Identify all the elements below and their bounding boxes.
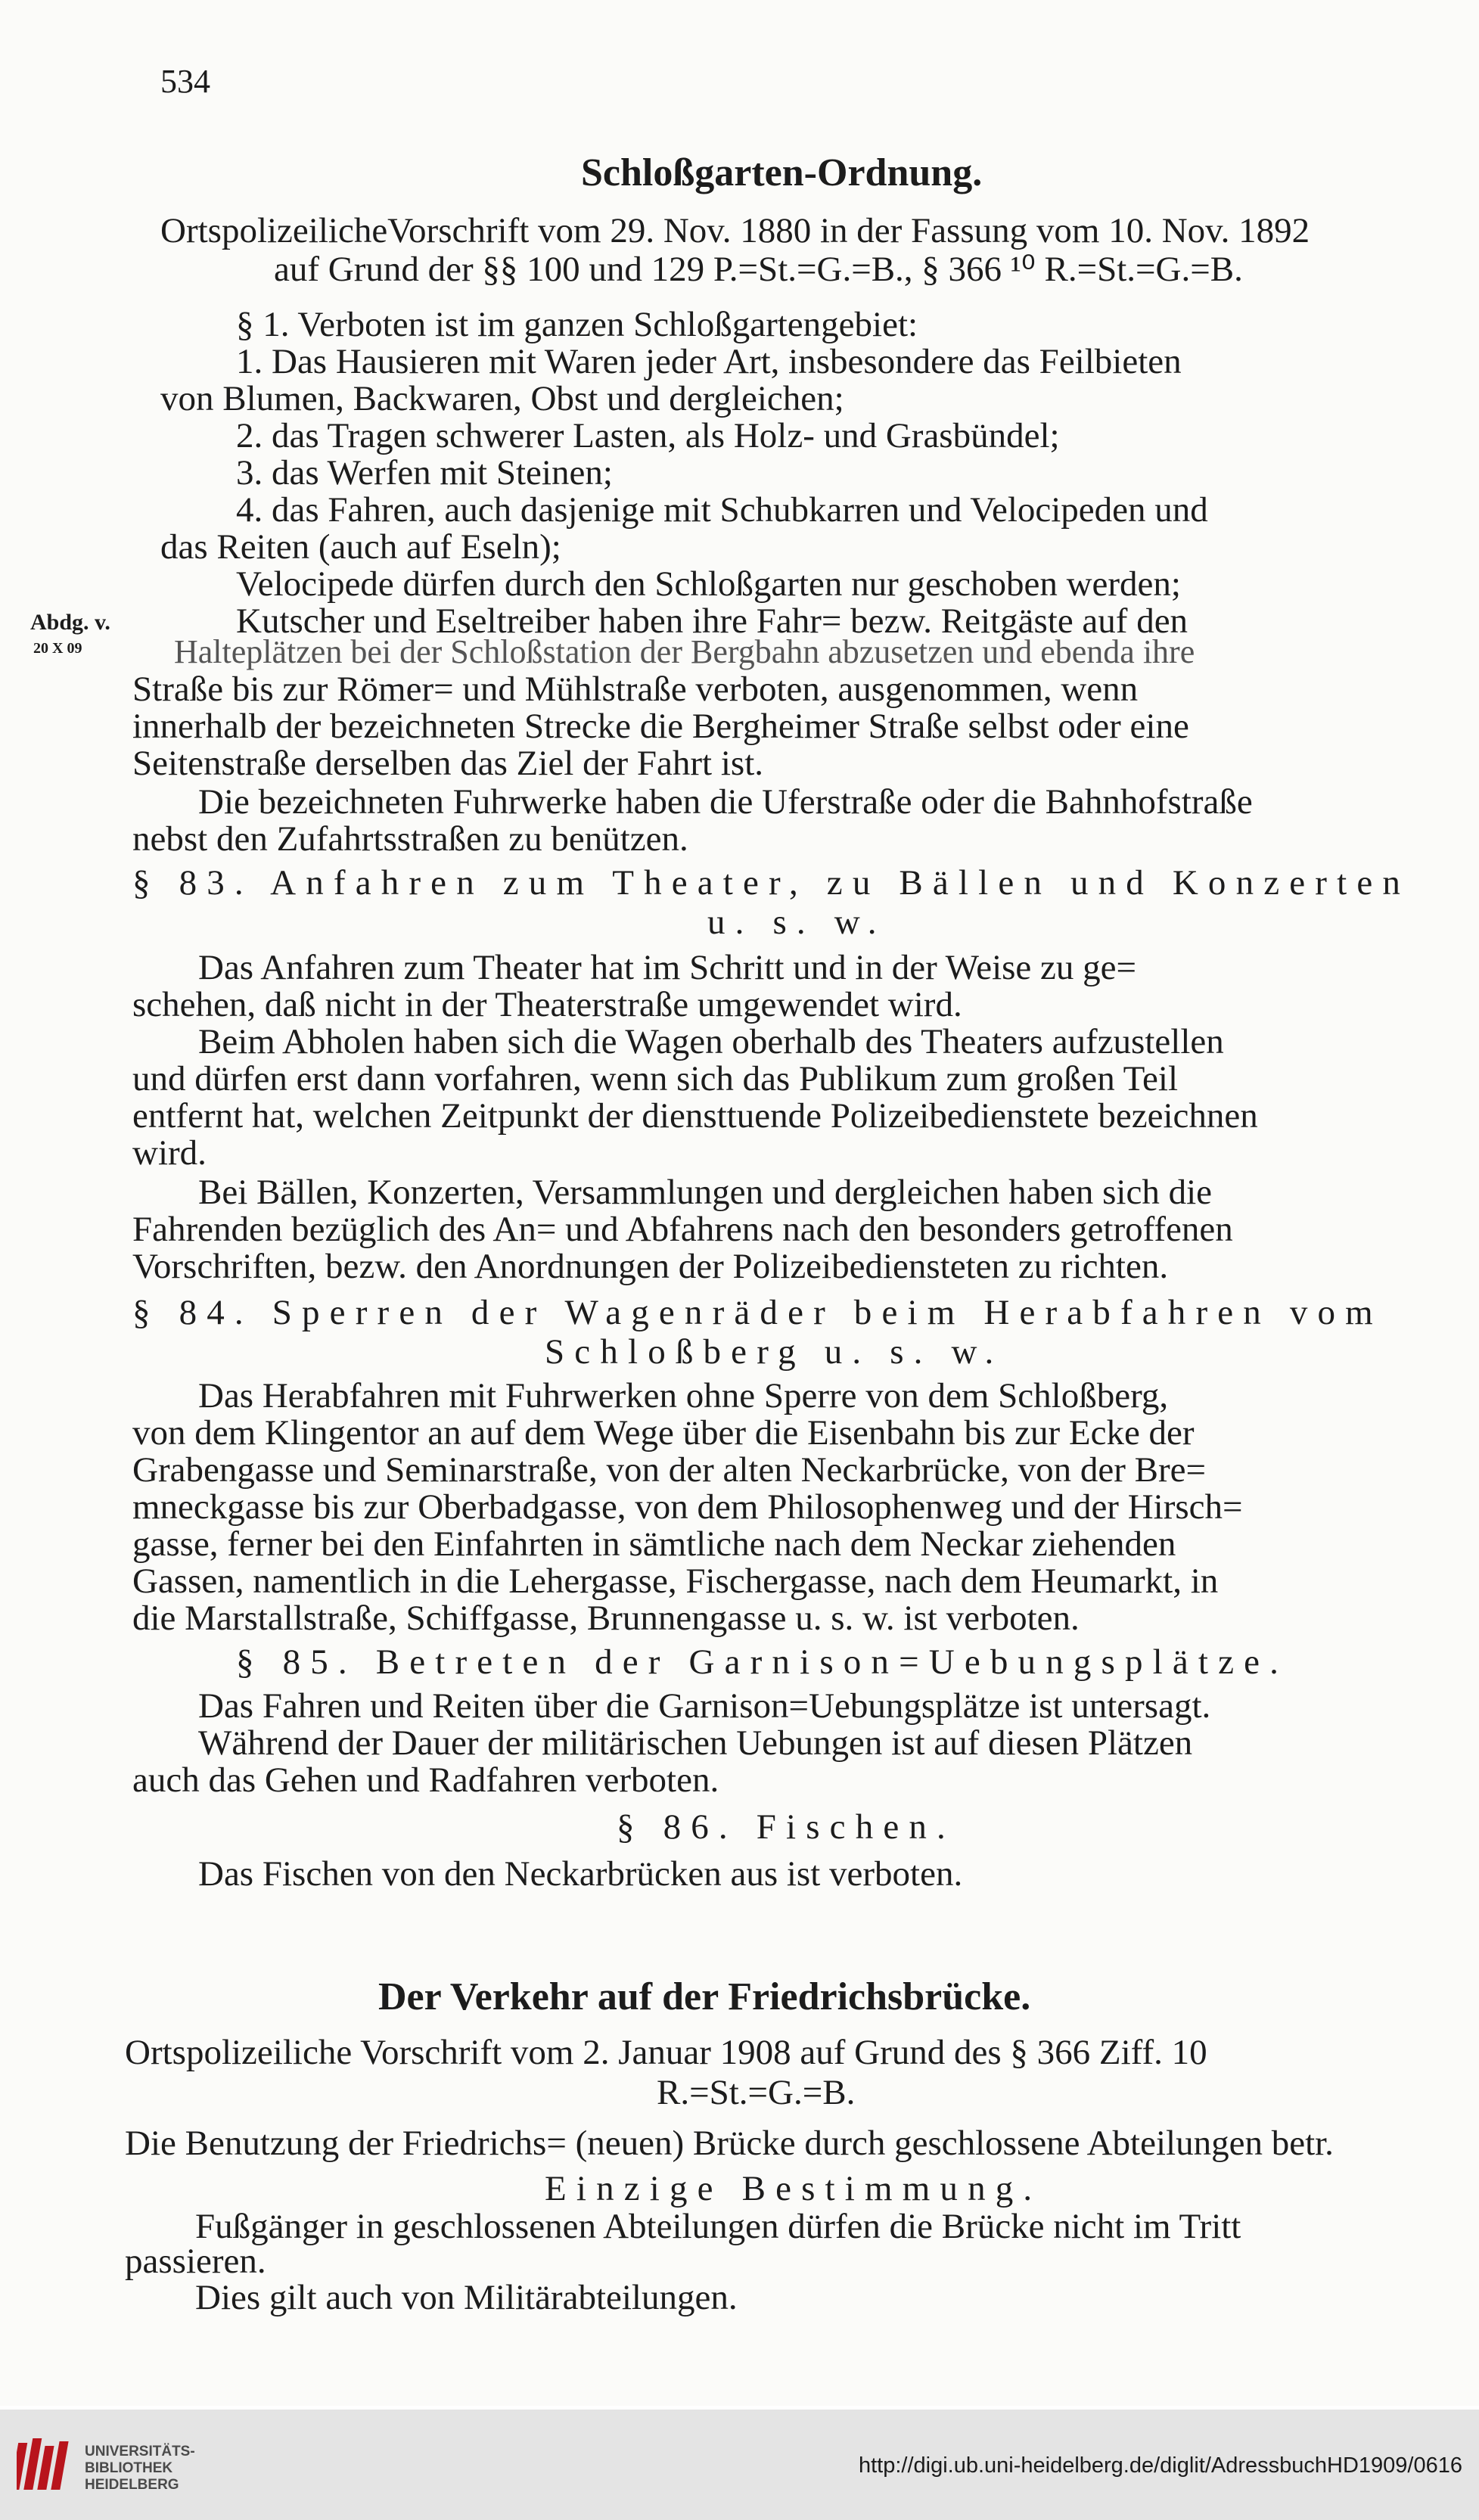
logo-text: HEIDELBERG <box>85 2477 179 2493</box>
paragraph-heading-86: § 86. Fischen. <box>617 1807 955 1847</box>
text-line: 3. das Werfen mit Steinen; <box>236 453 613 493</box>
text-line: Velocipede dürfen durch den Schloßgarten nur geschoben werden; <box>236 564 1181 604</box>
paragraph-heading-83-cont: u. s. w. <box>707 903 887 942</box>
text-line: Die bezeichneten Fuhrwerke haben die Uferstraße oder die Bahnhofstraße <box>198 782 1253 822</box>
logo-text: BIBLIOTHEK <box>85 2460 173 2476</box>
text-line: Während der Dauer der militärischen Uebungen ist auf diesen Plätzen <box>198 1723 1193 1763</box>
text-line: Das Fischen von den Neckarbrücken aus ist verboten. <box>198 1854 963 1894</box>
paragraph-heading-85: § 85. Betreten der Garnison=Uebungsplätze. <box>236 1642 1289 1682</box>
text-line: wird. <box>132 1133 207 1173</box>
viewer-footer <box>0 2410 1479 2520</box>
text-line: 2. das Tragen schwerer Lasten, als Holz- und Grasbündel; <box>236 416 1060 455</box>
text-line: Vorschriften, bezw. den Anordnungen der Polizeibediensteten zu richten. <box>132 1247 1169 1286</box>
text-line: entfernt hat, welchen Zeitpunkt der diensttuende Polizeibedienstete bezeichnen <box>132 1096 1258 1136</box>
paragraph-heading-83: § 83. Anfahren zum Theater, zu Bällen und Konzerten <box>132 863 1411 903</box>
logo-text: UNIVERSITÄTS- <box>85 2444 195 2459</box>
library-logo-icon <box>17 2435 76 2494</box>
text-line: Fahrenden bezüglich des An= und Abfahrens nach den besonders getroffenen <box>132 1210 1233 1249</box>
section-title-friedrichsbruecke: Der Verkehr auf der Friedrichsbrücke. <box>378 1975 1031 2018</box>
text-line: Das Anfahren zum Theater hat im Schritt und in der Weise zu ge= <box>198 948 1137 987</box>
text-line: von dem Klingentor an auf dem Wege über die Eisenbahn bis zur Ecke der <box>132 1413 1195 1453</box>
text-line: § 1. Verboten ist im ganzen Schloßgartengebiet: <box>236 305 918 344</box>
page-number: 534 <box>160 63 210 100</box>
text-line: passieren. <box>125 2242 266 2281</box>
text-line: Bei Bällen, Konzerten, Versammlungen und dergleichen haben sich die <box>198 1173 1212 1212</box>
text-line: schehen, daß nicht in der Theaterstraße umgewendet wird. <box>132 985 962 1024</box>
text-line: Ortspolizeiliche Vorschrift vom 2. Januar 1908 auf Grund des § 366 Ziff. 10 <box>125 2033 1207 2072</box>
text-line: mneckgasse bis zur Oberbadgasse, von dem Philosophenweg und der Hirsch= <box>132 1487 1243 1527</box>
paragraph-heading-einzige: Einzige Bestimmung. <box>545 2169 1042 2208</box>
text-line: von Blumen, Backwaren, Obst und dergleichen; <box>160 379 844 418</box>
text-line: Gassen, namentlich in die Lehergasse, Fischergasse, nach dem Heumarkt, in <box>132 1561 1219 1601</box>
source-url-link[interactable]: http://digi.ub.uni-heidelberg.de/diglit/AdressbuchHD1909/0616 <box>858 2453 1462 2478</box>
text-line: auf Grund der §§ 100 und 129 P.=St.=G.=B., § 366 ¹⁰ R.=St.=G.=B. <box>274 250 1243 289</box>
margin-note-date: 20 X 09 <box>33 640 82 657</box>
text-line: Das Herabfahren mit Fuhrwerken ohne Sperre von dem Schloßberg, <box>198 1376 1169 1415</box>
text-line: OrtspolizeilicheVorschrift vom 29. Nov. 1880 in der Fassung vom 10. Nov. 1892 <box>160 211 1310 250</box>
text-line: auch das Gehen und Radfahren verboten. <box>132 1760 719 1800</box>
text-line: Straße bis zur Römer= und Mühlstraße verboten, ausgenommen, wenn <box>132 670 1139 709</box>
text-line: innerhalb der bezeichneten Strecke die Bergheimer Straße selbst oder eine <box>132 707 1189 746</box>
text-line: nebst den Zufahrtsstraßen zu benützen. <box>132 819 688 859</box>
text-line: das Reiten (auch auf Eseln); <box>160 527 561 567</box>
text-line: Kutscher und Eseltreiber haben ihre Fahr= bezw. Reitgäste auf den <box>236 601 1188 641</box>
text-line: 4. das Fahren, auch dasjenige mit Schubkarren und Velocipeden und <box>236 490 1208 530</box>
section-title-schlossgarten: Schloßgarten-Ordnung. <box>581 151 983 194</box>
text-line: Die Benutzung der Friedrichs= (neuen) Brücke durch geschlossene Abteilungen betr. <box>125 2124 1334 2163</box>
text-line-overprinted: Halteplätzen bei der Schloßstation der Bergbahn abzusetzen und ebenda ihre <box>174 633 1195 670</box>
text-line: Grabengasse und Seminarstraße, von der alten Neckarbrücke, von der Bre= <box>132 1450 1206 1490</box>
text-line: Das Fahren und Reiten über die Garnison=Uebungsplätze ist untersagt. <box>198 1686 1211 1726</box>
text-line: Dies gilt auch von Militärabteilungen. <box>195 2278 738 2317</box>
text-line: 1. Das Hausieren mit Waren jeder Art, insbesondere das Feilbieten <box>236 342 1182 381</box>
paragraph-heading-84: § 84. Sperren der Wagenräder beim Herabfahren vom <box>132 1293 1383 1332</box>
text-line: die Marstallstraße, Schiffgasse, Brunnengasse u. s. w. ist verboten. <box>132 1599 1080 1638</box>
text-line: Beim Abholen haben sich die Wagen oberhalb des Theaters aufzustellen <box>198 1022 1224 1061</box>
text-line: gasse, ferner bei den Einfahrten in sämtliche nach dem Neckar ziehenden <box>132 1524 1176 1564</box>
margin-note: Abdg. v. <box>30 610 110 635</box>
paragraph-heading-84-cont: Schloßberg u. s. w. <box>545 1332 1004 1372</box>
text-line: Fußgänger in geschlossenen Abteilungen dürfen die Brücke nicht im Tritt <box>195 2207 1241 2246</box>
text-line: Seitenstraße derselben das Ziel der Fahrt ist. <box>132 744 763 783</box>
text-line: R.=St.=G.=B. <box>657 2073 856 2112</box>
text-line: und dürfen erst dann vorfahren, wenn sich das Publikum zum großen Teil <box>132 1059 1179 1098</box>
